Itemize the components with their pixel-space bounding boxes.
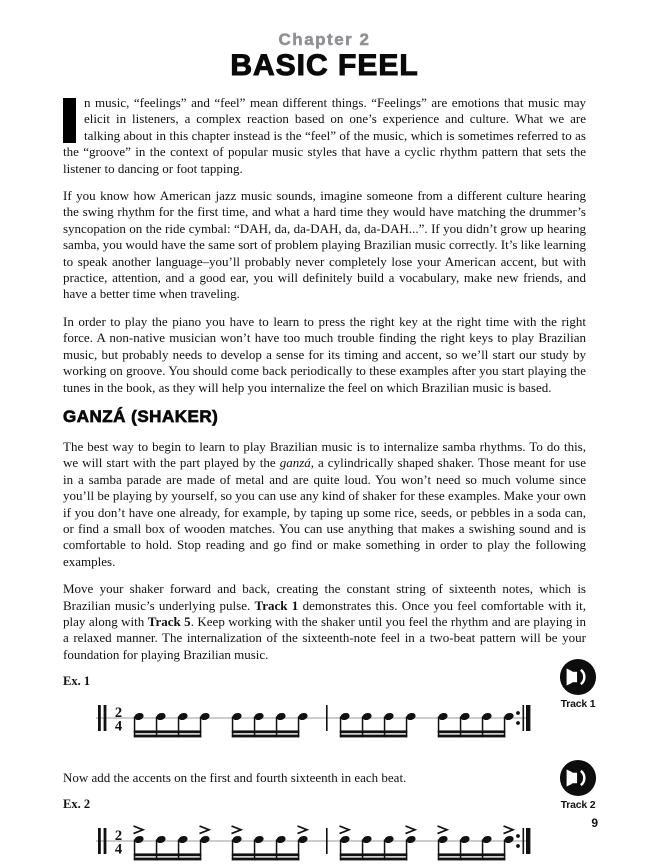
example-2-label: Ex. 2	[63, 796, 91, 811]
svg-text:2: 2	[114, 827, 123, 844]
page-title: BASIC FEEL	[230, 49, 419, 82]
example-1-notation	[93, 696, 586, 744]
track-1-caption: Track 1	[560, 698, 596, 711]
p5-text-1: Move your shaker forward and back, creating the constant string of sixteenth notes, which is Brazilian music’s underlying pulse.	[63, 581, 586, 613]
section-heading-ganza: GANZÁ (SHAKER)	[63, 406, 219, 426]
track-2-marker	[547, 759, 609, 811]
speaker-icon	[559, 658, 597, 696]
page-number: 9	[591, 816, 598, 830]
ganza-paragraph-before: The best way to begin to learn to play Brazilian music is to internalize samba rhythms. To do this, we will start with the part played by the	[63, 438, 586, 471]
p5-text-3: . Keep working with the shaker until you feel the rhythm and are playing in a relaxed manner. The internalization of the sixteenth-note feel in a two-beat pattern will be your foundation for playing Brazilian music.	[63, 613, 586, 662]
svg-text:4: 4	[114, 841, 123, 858]
chapter-label: Chapter 2	[278, 30, 371, 49]
track-2-caption: Track 2	[560, 798, 596, 811]
track-1-reference: Track 1	[254, 597, 299, 613]
example-2-notation	[93, 819, 586, 864]
dropcap-letter: I	[63, 98, 76, 143]
ganza-italic-term: ganzá	[279, 455, 311, 471]
jazz-comparison-paragraph: If you know how American jazz music sounds, imagine someone from a different culture hearing the swing rhythm for the first time, and what a hard time they would have matching the drummer’s syncopation on the ride cymbal: “DAH, da, da-DAH, da, da-DAH...”. If you didn’t grow up hearing samba, you would have the same sort of problem playing Brazilian music correctly. It’s like learning to speak another language–you’ll probably never completely lose your American accent, but with practice, attention, and a good ear, you will definitely build a vocabulary, make new friends, and have a better time when traveling.	[63, 188, 586, 302]
piano-paragraph: In order to play the piano you have to learn to press the right key at the right time with the right force. A non-native musician won’t have too much trouble finding the right keys to play Brazilian music, but probably needs to develop a sense for its timing and accent, so we’ll start our study by working on groove. You should come back periodically to these examples after you start playing the tunes in the book, as they will help you internalize the feel on which Brazilian music is based.	[63, 313, 586, 395]
example-2	[63, 796, 596, 864]
speaker-icon	[559, 759, 597, 797]
intro-paragraph-text: n music, “feelings” and “feel” mean different things. “Feelings” are emotions that music may elicit in listeners, a complex reaction based on one’s experience and culture. What we are talking about in this chapter instead is the “feel” of the music, which is sometimes referred to as the “groove” in the context of popular music styles that have a cyclic rhythm pattern that sets the listener to dancing or foot tapping.	[63, 95, 586, 176]
example-1-label: Ex. 1	[63, 674, 91, 689]
shaker-practice-paragraph	[63, 581, 586, 663]
track-1-marker	[547, 658, 609, 710]
p5-text-2: demonstrates this. Once you feel comfortable with it, play along with	[63, 597, 586, 629]
svg-text:4: 4	[114, 718, 123, 735]
ganza-paragraph-after: , a cylindrically shaped shaker. Those meant for use in a samba parade are made of metal and are quite loud. You won’t need so much volume since you’ll be playing by yourself, so you can use any kind of shaker for these examples. Make your own if you don’t have one already, for example, by taping up some rice, seeds, or pebbles in a soda can, or find a small box of wooden matches. You can use anything that makes a swishing sound and is comfortable to hold. Stop reading and go find or make something in order to play the following examples.	[63, 455, 586, 569]
track-5-reference: Track 5	[147, 613, 191, 629]
accents-instruction-paragraph: Now add the accents on the first and fourth sixteenth in each beat.	[63, 770, 407, 786]
page-content	[63, 30, 596, 864]
ganza-paragraph	[63, 439, 586, 570]
example-1	[63, 674, 596, 744]
intro-paragraph	[63, 95, 586, 177]
svg-text:2: 2	[114, 705, 123, 722]
